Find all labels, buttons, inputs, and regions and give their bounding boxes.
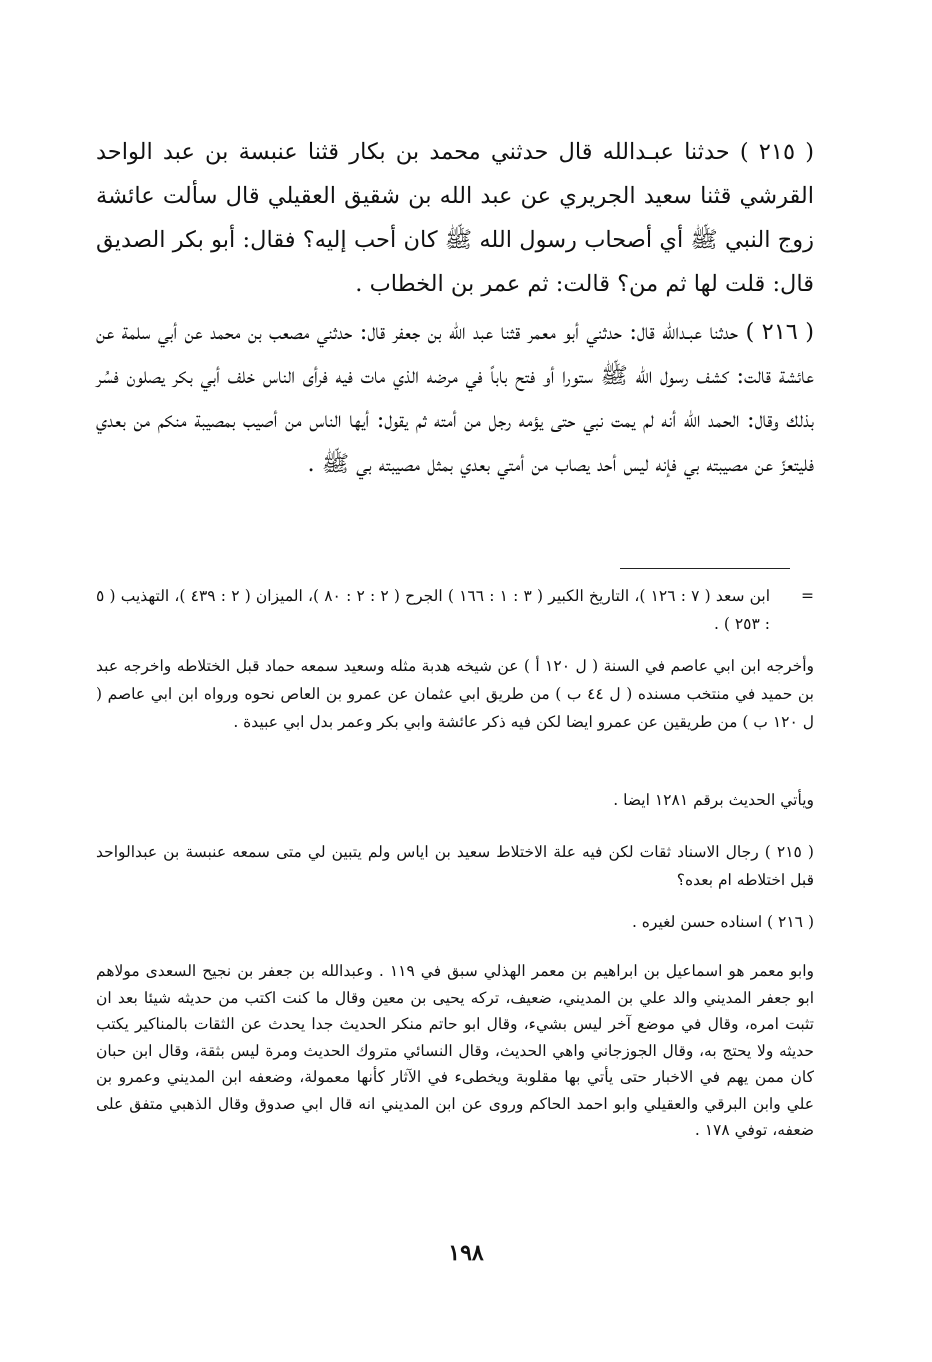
hadith-215 (96, 130, 814, 306)
footnote-takhrij (96, 652, 814, 736)
hadith-216-text: ( ٢١٦ ) حدثنا عبـدالله قال: حدثني أبو معمر قثنا عبد الله بن جعفر قال: حدثني مصعب بن محمد عن أبي سلمة عن عائشة قالت: كشف رسول الله ﷺ ستورا أو فتح باباً في مرضه الذي مات فيه فرأى الناس خلف أبي بكر يصلون فسُر بذلك وقال: الحمد الله أنه لم يمت نبي حتى يؤمه رجل من أمته ثم يقول: أيها الناس من أصيب بمصيبة منكم من بعدي فليتعزّ عن مصيبته بي فإنه ليس أحد يصاب من أمتي بعدي بمثل مصيبته بي ﷺ . (96, 319, 814, 477)
footnote-216-detail-text: وابو معمر هو اسماعيل بن ابراهيم بن معمر الهذلي سبق في ١١٩ . وعبدالله بن جعفر بن نجيح السعدى مولاهم ابو جعفر المديني والد علي بن المديني، ضعيف، تركه يحيى بن معين وقال ما كنت اكتب من حديثه شيئا بعد ان تثبت امره، وقال في موضع آخر ليس بشيء، وقال ابو حاتم منكر الحديث جدا يحدث عن الثقات بالمناكير يكتب حديثه ولا يحتج به، وقال الجوزجاني واهي الحديث، وقال النسائي متروك الحديث ومرة ليس بثقة، وقال ابن حبان كان ممن يهم في الاخبار حتى يأتي بها مقلوبة ويخطىء في الآثار كأنها معمولة، وضعفه ابن المديني وعمرو بن علي وابن البرقي والعقيلي وابو احمد الحاكم وروى عن ابن المديني انه قال ابي صدوق وقال الذهبي متفق على ضعفه، توفي ١٧٨ . (96, 962, 814, 1139)
footnote-216-detail (96, 958, 814, 1144)
footnote-215 (96, 838, 814, 894)
footnote-cross-reference-text: ويأتي الحديث برقم ١٢٨١ ايضا . (613, 791, 814, 809)
footnote-takhrij-text: وأخرجه ابن ابي عاصم في السنة ( ل ١٢٠ أ ) عن شيخه هدبة مثله وسعيد سمعه حماد قبل الختلاطه واخرجه عبد بن حميد في منتخب مسنده ( ل ٤٤ ب ) من طريق ابي عثمان عن عمرو بن العاص نحوه ورواه ابن ابي عاصم ( ل ١٢٠ ب ) من طريقين عن عمرو ايضا لكن فيه ذكر عائشة وابي بكر وعمر بدل ابي عبيدة . (96, 657, 815, 731)
continuation-mark: = (801, 587, 814, 605)
footnote-continuation-text: ابن سعد ( ٧ : ١٢٦ )، التاريخ الكبير ( ٣ : ١ : ١٦٦ ) الجرح ( ٢ : ٢ : ٨٠ )، الميزان ( ٢ : ٤٣٩ )، التهذيب ( ٥ : ٢٥٣ ) . (96, 587, 771, 633)
hadith-216 (96, 310, 814, 486)
footnote-216 (96, 908, 814, 936)
footnote-continuation (96, 582, 814, 638)
footnote-cross-reference (96, 786, 814, 814)
page-number: ١٩٨ (448, 1240, 484, 1266)
hadith-215-text: ( ٢١٥ ) حدثنا عبـدالله قال حدثني محمد بن بكار قثنا عنبسة بن عبد الواحد القرشي قثنا سعيد الجريري عن عبد الله بن شقيق العقيلي قال سألت عائشة زوج النبي ﷺ أي أصحاب رسول الله ﷺ كان أحب إليه؟ فقال: أبو بكر الصديق قال: قلت لها ثم من؟ قالت: ثم عمر بن الخطاب . (96, 139, 814, 297)
footnote-separator (620, 568, 790, 569)
footnote-216-text: ( ٢١٦ ) اسناده حسن لغيره . (631, 913, 814, 931)
footnote-215-text: ( ٢١٥ ) رجال الاسناد ثقات لكن فيه علة الاختلاط سعيد بن اياس ولم يتبين لي متى سمعه عنبسة بن عبدالواحد قبل اختلاطه ام بعده؟ (96, 843, 814, 889)
